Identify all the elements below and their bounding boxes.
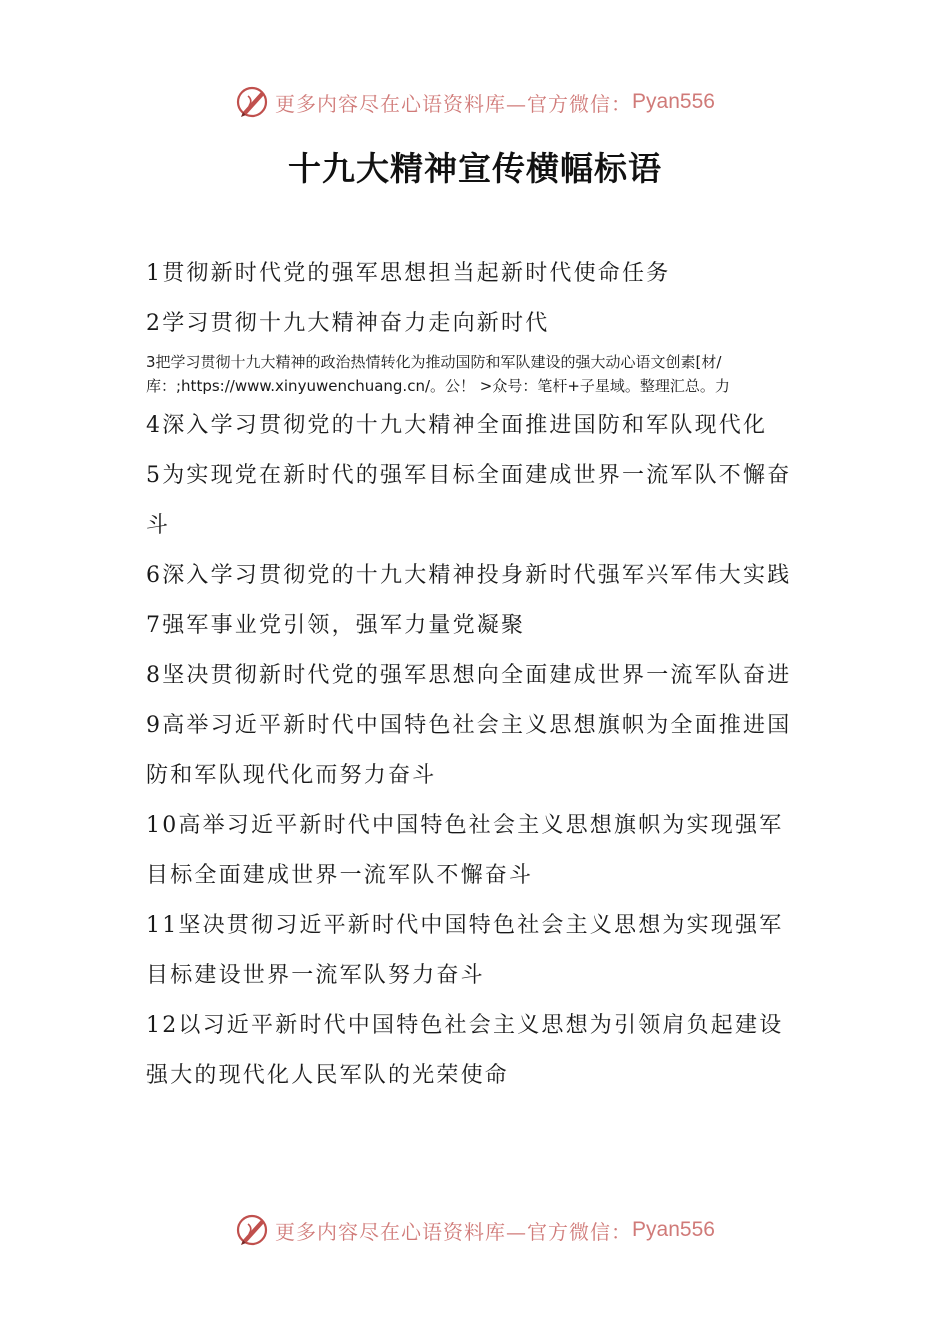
slogan-1: 1贯彻新时代党的强军思想担当起新时代使命任务 [146,261,671,286]
slogan-3 [146,349,806,401]
header-banner [0,80,950,124]
header-banner-text: 更多内容尽在心语资料库—官方微信： [275,91,633,116]
slogan-10: 10高举习近平新时代中国特色社会主义思想旗帜为实现强军目标全面建成世界一流军队不懈奋斗 [146,813,784,888]
slogan-7: 7强军事业党引领，强军力量党凝聚 [146,613,526,638]
pen-logo-icon [235,1212,271,1248]
header-wechat-id: Pyan556 [632,90,715,113]
slogan-6: 6深入学习贯彻党的十九大精神投身新时代强军兴军伟大实践 [146,563,792,588]
page-title: 十九大精神宣传横幅标语 [288,149,662,188]
pen-logo-icon [235,84,271,120]
slogan-11: 11坚决贯彻习近平新时代中国特色社会主义思想为实现强军目标建设世界一流军队努力奋斗 [146,913,784,988]
slogan-9: 9高举习近平新时代中国特色社会主义思想旗帜为全面推进国防和军队现代化而努力奋斗 [146,713,792,788]
slogan-4: 4深入学习贯彻党的十九大精神全面推进国防和军队现代化 [146,413,768,438]
footer-wechat-id: Pyan556 [632,1218,715,1241]
slogan-3-line-2: 库：;https://www.xinyuwenchuang.cn/。公！ >众号：笔杆+子星域。整理汇总。力 [146,377,730,395]
slogan-2: 2学习贯彻十九大精神奋力走向新时代 [146,311,550,336]
slogan-list [146,249,806,1101]
slogan-5: 5为实现党在新时代的强军目标全面建成世界一流军队不懈奋斗 [146,463,792,538]
slogan-8: 8坚决贯彻新时代党的强军思想向全面建成世界一流军队奋进 [146,663,792,688]
footer-banner-text: 更多内容尽在心语资料库—官方微信： [275,1219,633,1244]
footer-banner [0,1208,950,1252]
slogan-3-line-1: 3把学习贯彻十九大精神的政治热情转化为推动国防和军队建设的强大动心语文创素[材/ [146,353,722,371]
slogan-12: 12以习近平新时代中国特色社会主义思想为引领肩负起建设强大的现代化人民军队的光荣使命 [146,1013,784,1088]
